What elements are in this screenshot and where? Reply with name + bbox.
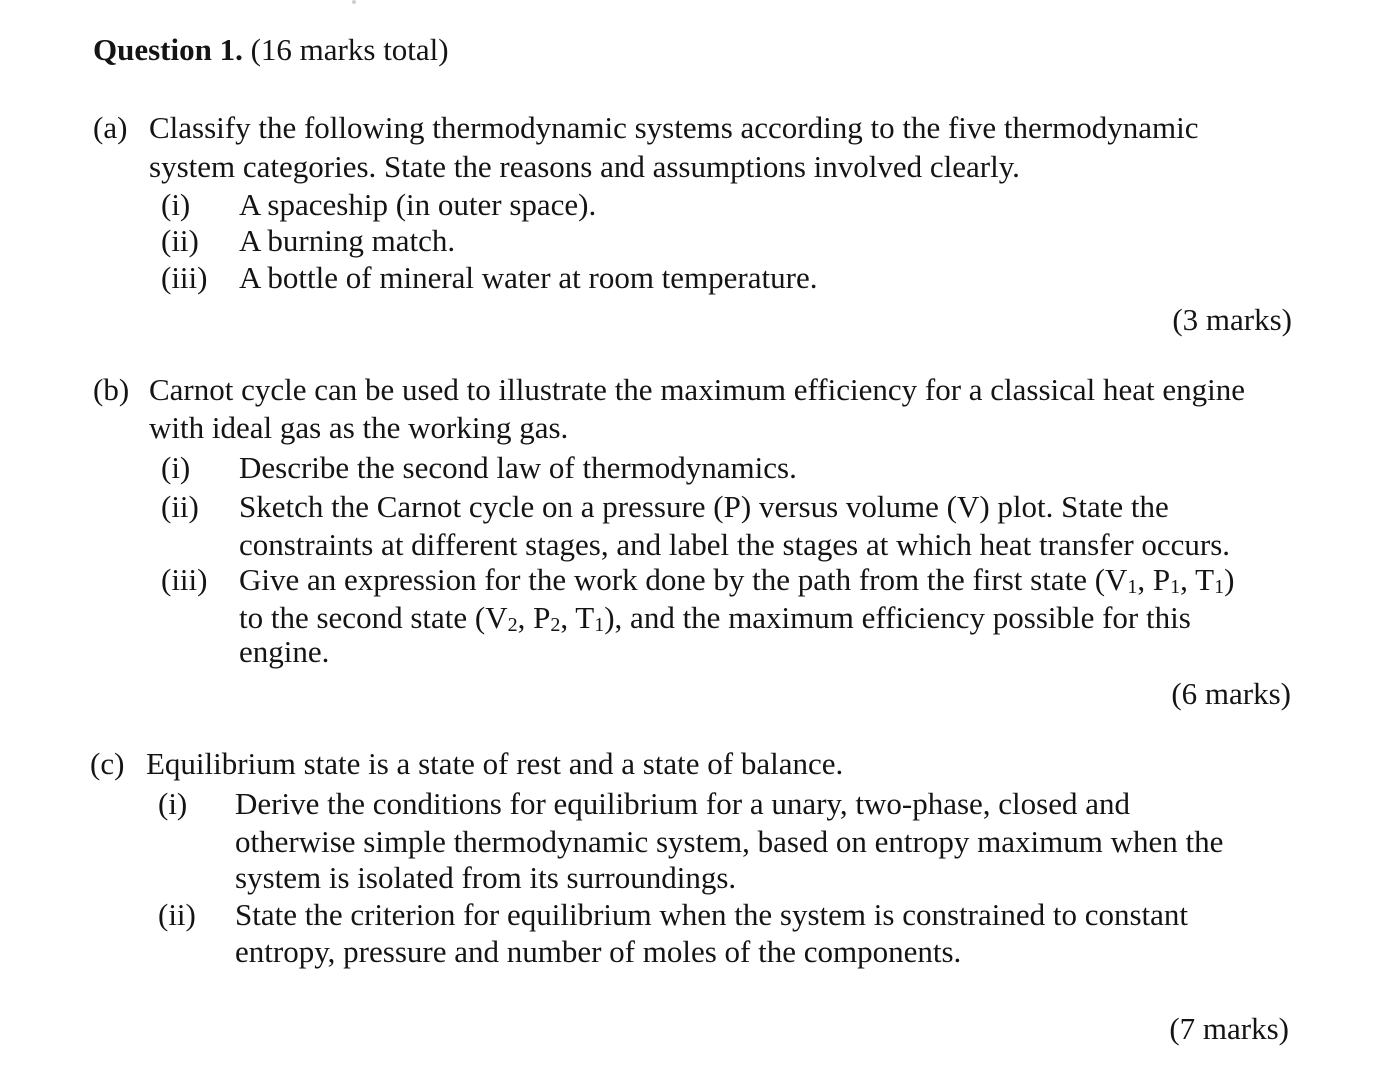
part-a-line2: system categories. State the reasons and assumptions involved clearly. [149,149,1020,184]
part-c-ii-line1: State the criterion for equilibrium when the system is constrained to constant [235,897,1189,932]
subscript: 2 [550,614,561,636]
part-a-item-num: (ii) [161,223,199,258]
part-b-line1: Carnot cycle can be used to illustrate the maximum efficiency for a classical heat engine [149,372,1246,407]
part-c-ii-line2: entropy, pressure and number of moles of the components. [235,934,962,969]
subscript: 1 [1214,576,1225,598]
part-c-i-line3: system is isolated from its surroundings. [235,860,737,895]
part-b-ii-line2: constraints at different stages, and label the stages at which heat transfer occurs. [239,527,1231,562]
part-c-i-num: (i) [158,786,188,821]
part-c-label: (c) [90,746,125,781]
part-c-line1: Equilibrium state is a state of rest and a state of balance. [146,746,844,781]
text-fragment: to the second state (V [239,600,508,635]
part-b-iii-num: (iii) [161,562,208,597]
part-a-marks: (3 marks) [1172,302,1292,337]
subscript: 1 [1127,576,1138,598]
part-b-line2: with ideal gas as the working gas. [149,410,569,445]
part-c-ii-num: (ii) [158,897,196,932]
text-fragment: , T [1180,562,1215,597]
text-fragment: ), and the maximum efficiency possible for this [604,600,1191,635]
part-a-item-num: (iii) [161,260,208,295]
part-a-item-text: A spaceship (in outer space). [239,187,597,222]
subscript: 1 [1170,576,1181,598]
question-heading [93,32,449,68]
text-fragment: , P [517,600,551,635]
part-b-iii-line1 [239,562,1234,602]
scan-artifact-dot [352,0,356,4]
text-fragment: , P [1137,562,1171,597]
part-b-iii-line3: engine. [239,634,330,669]
part-a-line1: Classify the following thermodynamic systems according to the five thermodynamic [149,110,1199,145]
subscript: 2 [507,614,518,636]
subscript: 1 [594,614,605,636]
part-b-iii-line2 [239,600,1191,640]
text-fragment: ) [1224,562,1235,597]
part-b-label: (b) [93,372,130,407]
part-c-i-line1: Derive the conditions for equilibrium for a unary, two-phase, closed and [235,786,1131,821]
question-total-marks: (16 marks total) [250,32,449,67]
part-a-label: (a) [93,110,128,145]
question-title: Question 1. [93,32,243,67]
part-b-i-text: Describe the second law of thermodynamics. [239,450,797,485]
part-b-ii-line1: Sketch the Carnot cycle on a pressure (P) versus volume (V) plot. State the [239,489,1169,524]
part-c-i-line2: otherwise simple thermodynamic system, based on entropy maximum when the [235,824,1224,859]
part-c-marks: (7 marks) [1169,1011,1289,1046]
part-b-marks: (6 marks) [1171,676,1291,711]
part-a-item-num: (i) [161,187,191,222]
part-a-item-text: A burning match. [239,223,456,258]
part-b-i-num: (i) [161,450,191,485]
part-a-item-text: A bottle of mineral water at room temperature. [239,260,818,295]
text-fragment: , T [560,600,595,635]
part-b-ii-num: (ii) [161,489,199,524]
text-fragment: Give an expression for the work done by the path from the first state (V [239,562,1128,597]
